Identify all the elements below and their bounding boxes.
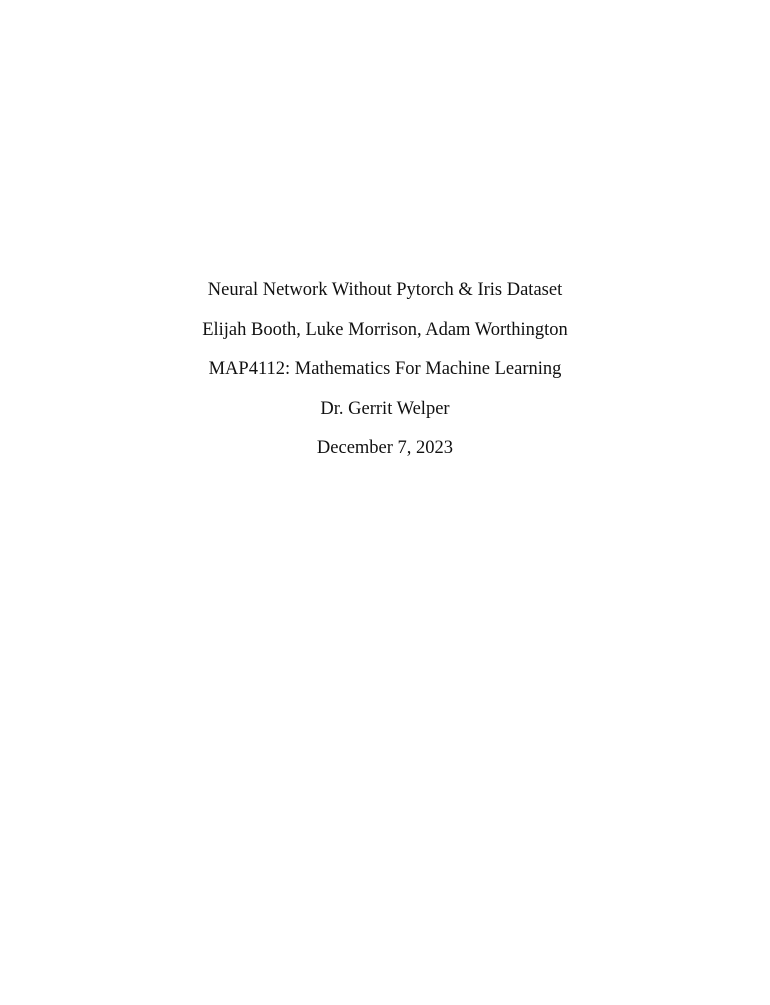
title-block — [0, 278, 770, 476]
instructor-name: Dr. Gerrit Welper — [320, 398, 450, 419]
paper-title: Neural Network Without Pytorch & Iris Dataset — [207, 280, 563, 300]
submission-date: December 7, 2023 — [316, 438, 454, 458]
author-list: Elijah Booth, Luke Morrison, Adam Worthington — [202, 319, 568, 340]
course-name: MAP4112: Mathematics For Machine Learning — [208, 359, 562, 379]
